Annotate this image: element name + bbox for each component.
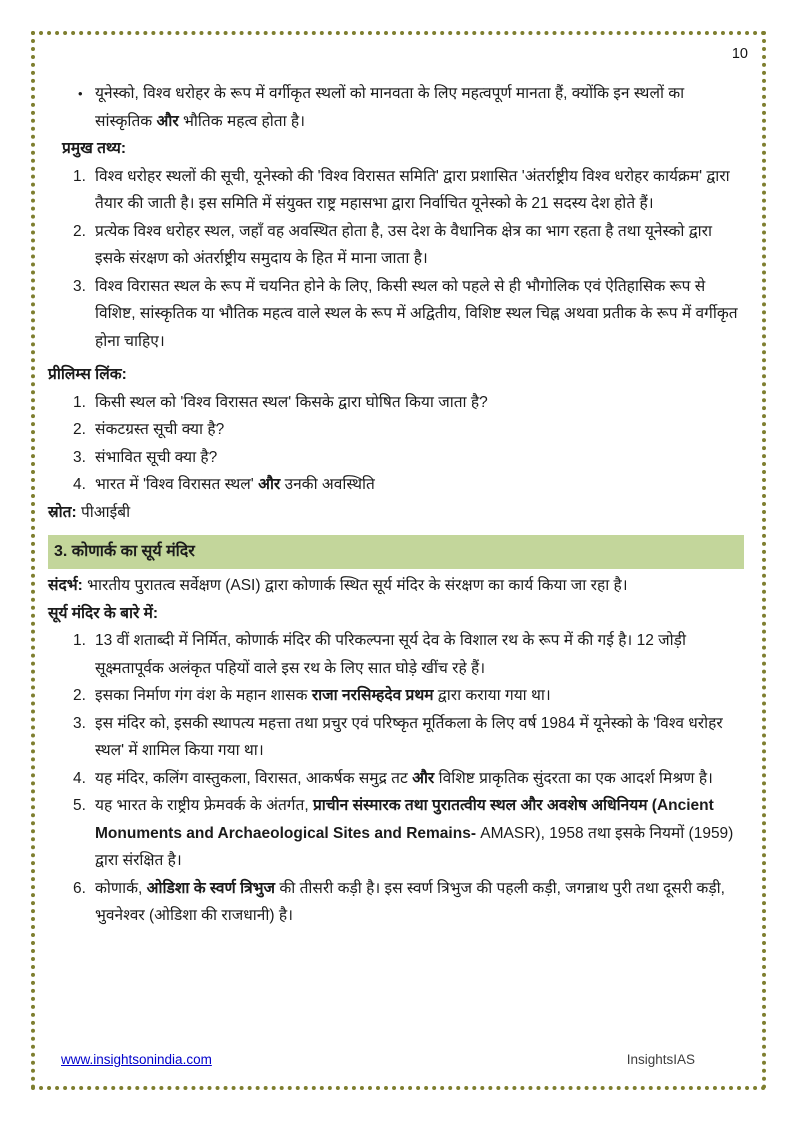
prelims-item-3 bbox=[48, 444, 744, 472]
context-text: भारतीय पुरातत्व सर्वेक्षण (ASI) द्वारा कोणार्क स्थित सूर्य मंदिर के संरक्षण का कार्य किया जा रहा है। bbox=[87, 577, 628, 594]
list-item-text: विश्व धरोहर स्थलों की सूची, यूनेस्को की 'विश्व विरासत समिति' द्वारा प्रशासित 'अंतर्राष्ट्रीय विश्व धरोहर कार्यक्रम' द्वारा तैयार की जाती है। इस समिति में संयुक्त राष्ट्र महासभा द्वारा निर्वाचित यूनेस्को के 21 सदस्य देश होते हैं। bbox=[95, 167, 730, 212]
intro-bullet-text: यूनेस्को, विश्व धरोहर के रूप में वर्गीकृत स्थलों को मानवता के लिए महत्वपूर्ण मानता हैं, क्योंकि इन स्थलों का सांस्कृतिक और भौतिक महत्व होता है। bbox=[95, 85, 685, 130]
list-number: 4. bbox=[73, 476, 86, 493]
heading-about-sun-temple: सूर्य मंदिर के बारे में: bbox=[48, 604, 159, 622]
list-item-text: विश्व विरासत स्थल के रूप में चयनित होने के लिए, किसी स्थल को पहले से ही भौगोलिक एवं ऐतिहासिक रूप से विशिष्ट, सांस्कृतिक या भौतिक महत्व वाले स्थल के रूप में अद्वितीय, विशिष्ट स्थल चिह्न अथवा प्रतीक के रूप में वर्गीकृत होना चाहिए। bbox=[95, 277, 738, 350]
page-content bbox=[48, 80, 744, 930]
list-item-text: भारत में 'विश्व विरासत स्थल' और उनकी अवस्थिति bbox=[95, 476, 375, 493]
list-number: 3. bbox=[73, 277, 86, 295]
konark-item-3 bbox=[48, 710, 744, 765]
list-item-text: संभावित सूची क्या है? bbox=[95, 448, 218, 466]
list-number: 3. bbox=[73, 448, 86, 466]
list-number: 2. bbox=[73, 421, 86, 438]
prelims-item-1 bbox=[48, 389, 744, 417]
context-line bbox=[48, 572, 744, 600]
page-footer bbox=[61, 1052, 695, 1067]
footer-website-link[interactable]: www.insightsonindia.com bbox=[61, 1052, 212, 1067]
prelims-item-2 bbox=[48, 416, 744, 444]
list-number: 5. bbox=[73, 797, 86, 814]
list-item-text: इस मंदिर को, इसकी स्थापत्य महत्ता तथा प्रचुर एवं परिष्कृत मूर्तिकला के लिए वर्ष 1984 में यूनेस्को के 'विश्व धरोहर स्थल' में शामिल किया गया था। bbox=[95, 714, 723, 759]
list-item-text: यह भारत के राष्ट्रीय फ्रेमवर्क के अंतर्गत, प्राचीन संस्मारक तथा पुरातत्वीय स्थल और अवशेष अधिनियम (Ancient Monuments and Archaeological Sites and Remains- AMASR), 1958 तथा इसके नियमों (1959) द्वारा संरक्षित है। bbox=[95, 797, 734, 869]
list-number: 1. bbox=[73, 393, 86, 411]
list-number: 1. bbox=[73, 632, 86, 649]
list-number: 2. bbox=[73, 687, 86, 704]
konark-item-4 bbox=[48, 765, 744, 793]
section-heading-konark-sun-temple: 3. कोणार्क का सूर्य मंदिर bbox=[48, 535, 744, 569]
list-item-text: प्रत्येक विश्व धरोहर स्थल, जहाँ वह अवस्थित होता है, उस देश के वैधानिक क्षेत्र का भाग रहता है तथा यूनेस्को द्वारा इसके संरक्षण को अंतर्राष्ट्रीय समुदाय के हित में माना जाता है। bbox=[95, 222, 713, 267]
heading-prelims-link: प्रीलिम्स लिंक: bbox=[48, 366, 127, 383]
list-number: 6. bbox=[73, 879, 86, 897]
key-facts-item-2 bbox=[48, 218, 744, 273]
list-item-text: संकटग्रस्त सूची क्या है? bbox=[95, 421, 225, 438]
list-number: 2. bbox=[73, 222, 86, 240]
source-label: स्रोत: bbox=[48, 503, 81, 521]
intro-bullet-item bbox=[48, 80, 744, 135]
source-value: पीआईबी bbox=[80, 503, 131, 521]
heading-key-facts: प्रमुख तथ्य: bbox=[62, 140, 127, 157]
page-number: 10 bbox=[731, 46, 748, 62]
list-item-text: कोणार्क, ओडिशा के स्वर्ण त्रिभुज की तीसरी कड़ी है। इस स्वर्ण त्रिभुज की पहली कड़ी, जगन्नाथ पुरी तथा दूसरी कड़ी, भुवनेश्वर (ओडिशा की राजधानी) है। bbox=[95, 879, 725, 924]
list-number: 4. bbox=[73, 769, 86, 787]
list-number: 1. bbox=[73, 167, 86, 185]
konark-item-1 bbox=[48, 627, 744, 682]
list-number: 3. bbox=[73, 714, 86, 732]
context-label: संदर्भ: bbox=[48, 577, 88, 594]
bullet-marker: • bbox=[78, 86, 83, 101]
list-item-text: इसका निर्माण गंग वंश के महान शासक राजा नरसिम्हदेव प्रथम द्वारा कराया गया था। bbox=[95, 687, 551, 704]
key-facts-item-3 bbox=[48, 273, 744, 356]
list-item-text: 13 वीं शताब्दी में निर्मित, कोणार्क मंदिर की परिकल्पना सूर्य देव के विशाल रथ के रूप में की गई है। 12 जोड़ी सूक्ष्मतापूर्वक अलंकृत पहियों वाले इस रथ के लिए सात घोड़े खींच रहे हैं। bbox=[95, 632, 686, 677]
list-item-text: यह मंदिर, कलिंग वास्तुकला, विरासत, आकर्षक समुद्र तट और विशिष्ट प्राकृतिक सुंदरता का एक आदर्श मिश्रण है। bbox=[95, 769, 713, 787]
list-item-text: किसी स्थल को 'विश्व विरासत स्थल' किसके द्वारा घोषित किया जाता है? bbox=[95, 393, 488, 411]
konark-item-6 bbox=[48, 875, 744, 930]
prelims-item-4 bbox=[48, 471, 744, 499]
source-line bbox=[48, 499, 744, 527]
footer-brand-label: InsightsIAS bbox=[626, 1052, 695, 1067]
konark-item-5 bbox=[48, 792, 744, 875]
konark-item-2 bbox=[48, 682, 744, 710]
key-facts-item-1 bbox=[48, 163, 744, 218]
